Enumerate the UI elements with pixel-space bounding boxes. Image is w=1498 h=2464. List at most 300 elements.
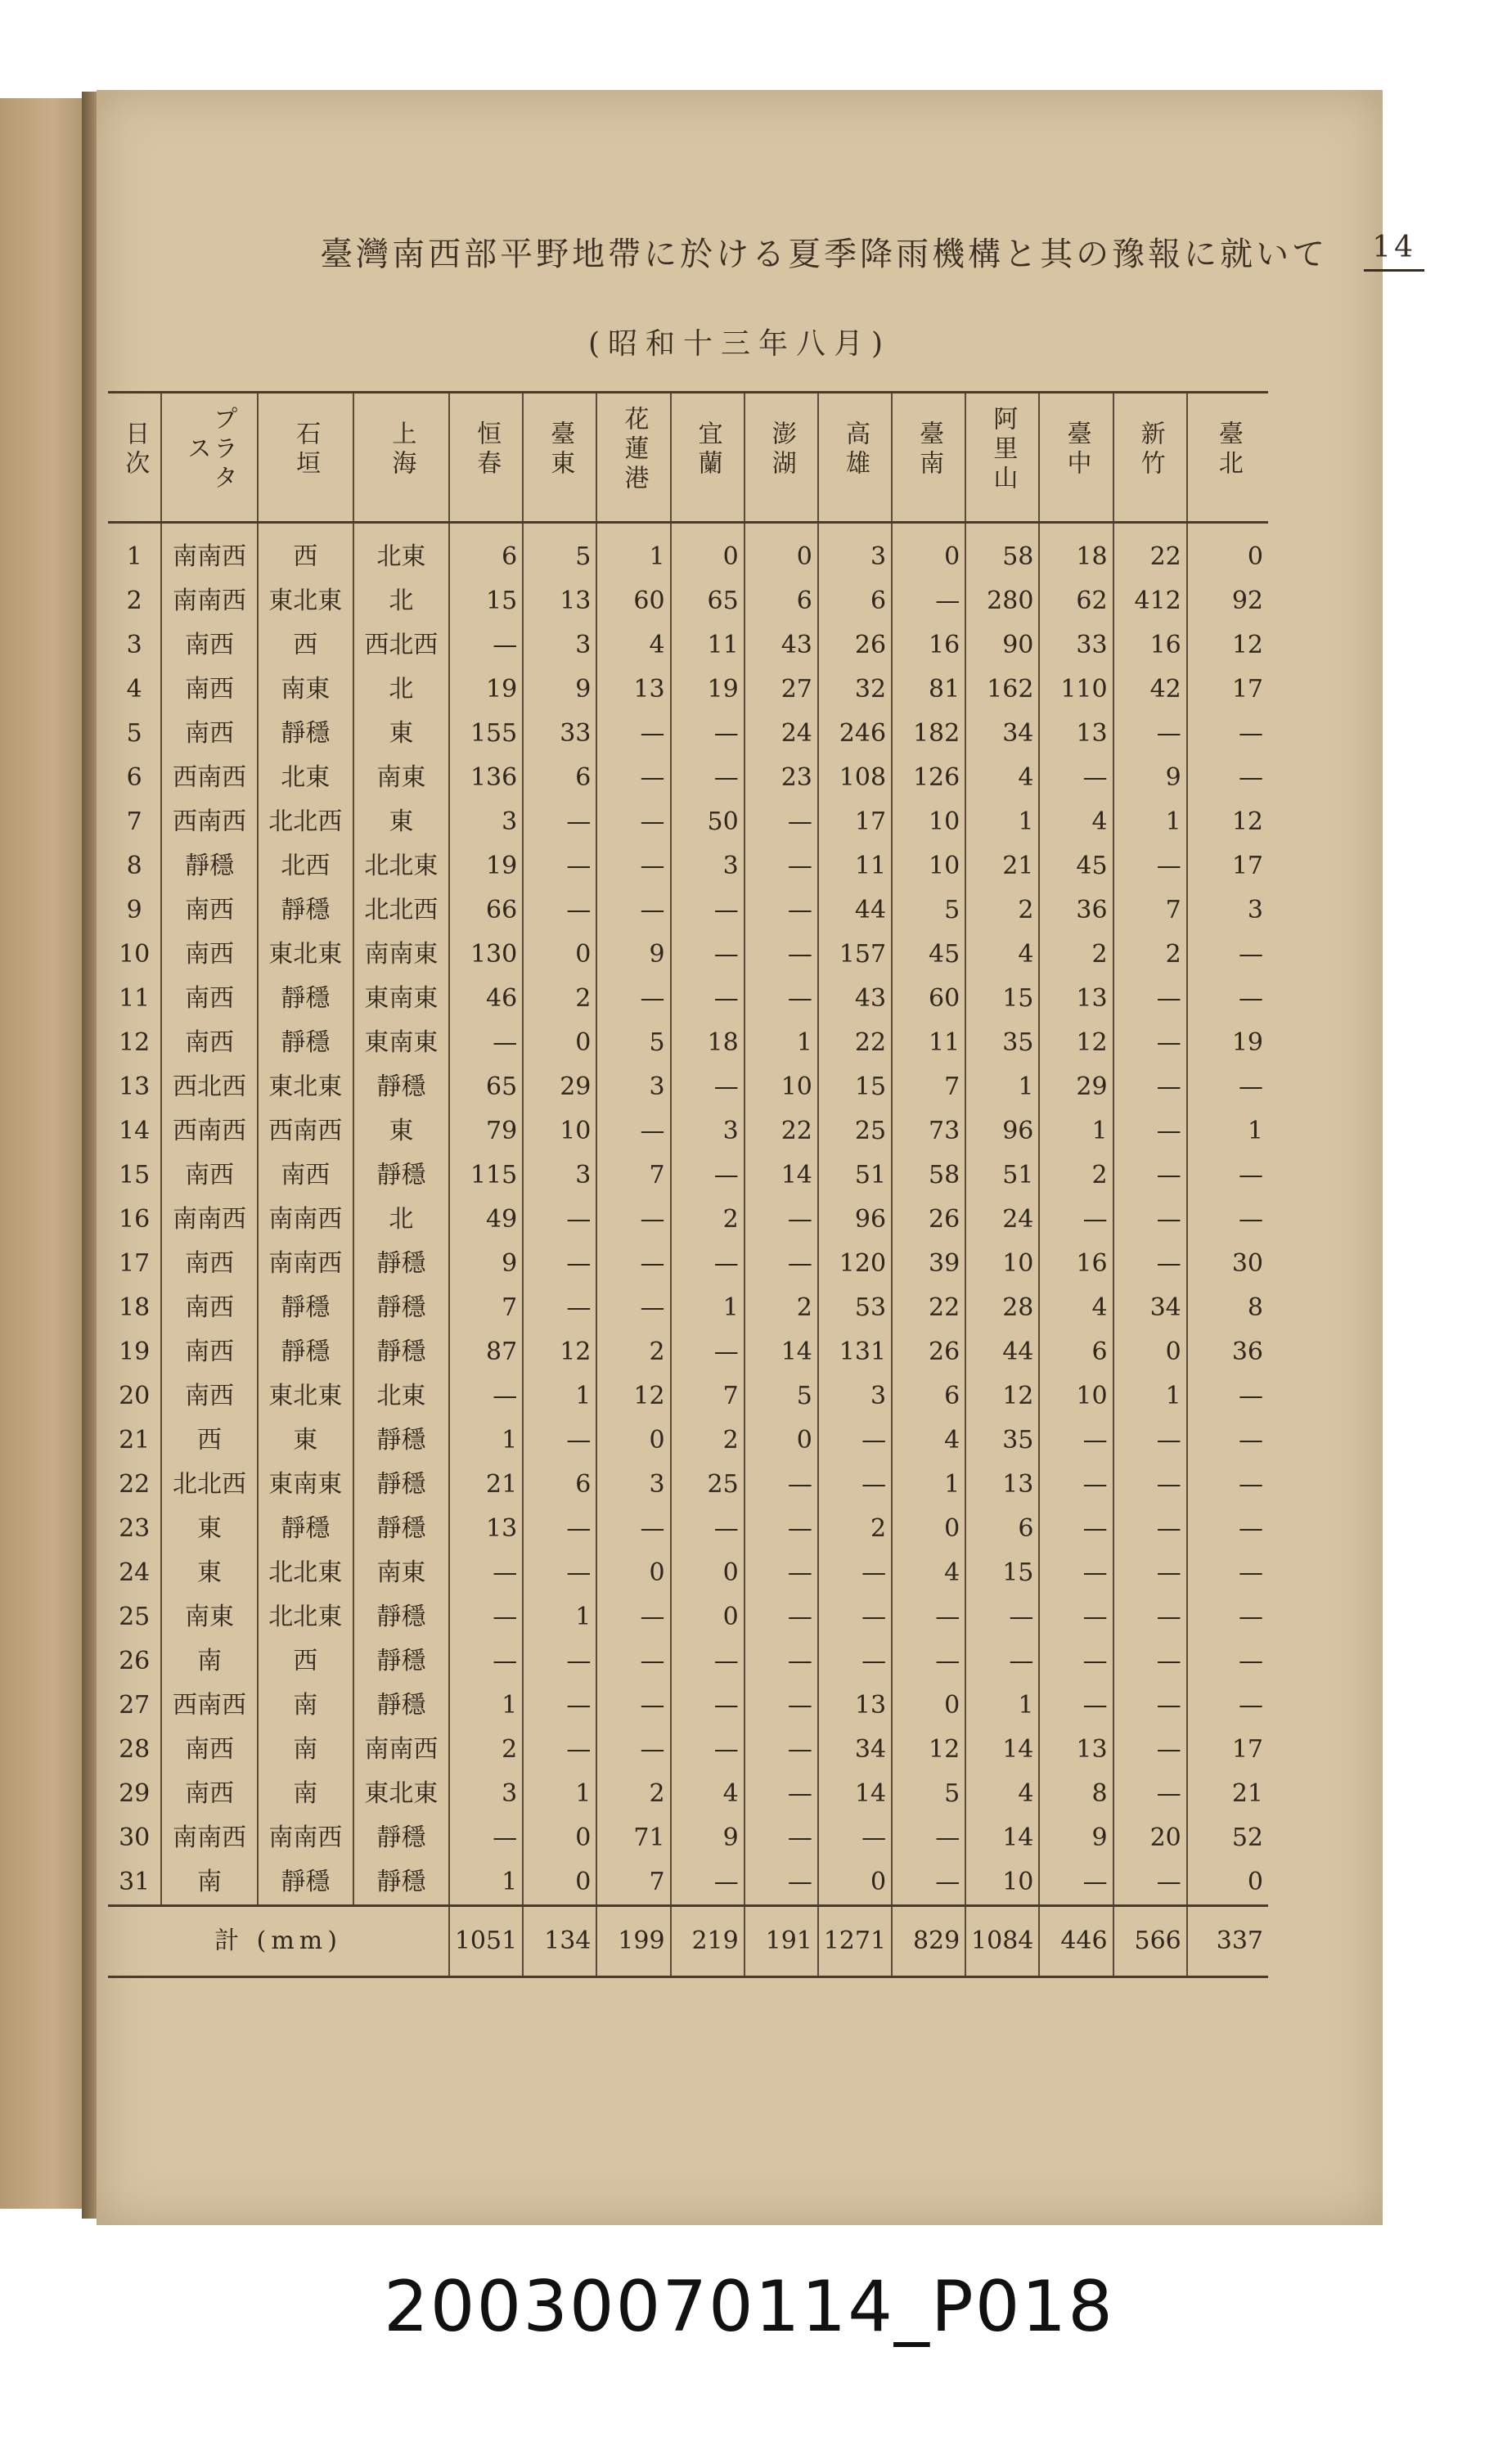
- rainfall-cell: 35: [965, 1419, 1039, 1463]
- column-header-label: 臺東: [546, 420, 575, 479]
- rainfall-cell: 7: [1113, 888, 1187, 933]
- rainfall-cell: —: [671, 1242, 745, 1286]
- wind-cell: 北西: [258, 844, 353, 888]
- wind-cell: 東: [353, 712, 449, 756]
- rainfall-cell: 136: [449, 756, 523, 800]
- wind-cell: 北北西: [258, 800, 353, 844]
- rainfall-cell: —: [1113, 712, 1187, 756]
- rainfall-cell: —: [818, 1463, 892, 1507]
- rainfall-cell: 92: [1187, 579, 1268, 623]
- rainfall-cell: 2: [449, 1728, 523, 1772]
- rainfall-cell: —: [1187, 1153, 1268, 1198]
- column-header: [818, 393, 892, 523]
- rainfall-cell: 13: [1039, 712, 1113, 756]
- day-cell: 27: [119, 1691, 151, 1720]
- rainfall-cell: 12: [892, 1728, 965, 1772]
- rainfall-cell: 96: [818, 1198, 892, 1242]
- total-cell: 219: [671, 1906, 745, 1977]
- rainfall-cell: 0: [1113, 1330, 1187, 1374]
- rainfall-cell: 17: [1187, 844, 1268, 888]
- rainfall-cell: 66: [449, 888, 523, 933]
- rainfall-cell: 1: [1113, 800, 1187, 844]
- wind-cell: 南東: [353, 756, 449, 800]
- rainfall-cell: —: [1187, 1419, 1268, 1463]
- rainfall-cell: 26: [818, 623, 892, 668]
- rainfall-cell: 14: [965, 1816, 1039, 1860]
- day-cell: 23: [119, 1514, 151, 1543]
- rainfall-cell: —: [449, 1595, 523, 1639]
- rainfall-cell: —: [818, 1639, 892, 1684]
- rainfall-cell: 33: [1039, 623, 1113, 668]
- rainfall-cell: 1: [523, 1772, 596, 1816]
- day-cell: 14: [119, 1117, 151, 1145]
- rainfall-cell: —: [1187, 933, 1268, 977]
- rainfall-cell: 10: [1039, 1374, 1113, 1419]
- rainfall-cell: 12: [523, 1330, 596, 1374]
- total-cell: 134: [523, 1906, 596, 1977]
- rainfall-cell: 115: [449, 1153, 523, 1198]
- rainfall-cell: —: [671, 1330, 745, 1374]
- rainfall-cell: 71: [596, 1816, 670, 1860]
- rainfall-cell: —: [1113, 1507, 1187, 1551]
- rainfall-cell: —: [1187, 1507, 1268, 1551]
- table-row: [108, 1198, 1268, 1242]
- column-header: [1113, 393, 1187, 523]
- wind-cell: 靜穩: [353, 1816, 449, 1860]
- rainfall-cell: 2: [523, 977, 596, 1021]
- rainfall-cell: —: [1187, 712, 1268, 756]
- wind-cell: 南西: [161, 933, 257, 977]
- rainfall-cell: 18: [1039, 523, 1113, 580]
- rainfall-cell: 58: [965, 523, 1039, 580]
- rainfall-cell: 96: [965, 1109, 1039, 1153]
- rainfall-cell: 17: [1187, 668, 1268, 712]
- rainfall-cell: 130: [449, 933, 523, 977]
- rainfall-cell: 30: [1187, 1242, 1268, 1286]
- rainfall-cell: —: [965, 1595, 1039, 1639]
- table-row: [108, 977, 1268, 1021]
- column-header-label: 恒春: [472, 420, 502, 479]
- rainfall-cell: 0: [745, 1419, 818, 1463]
- wind-cell: 西南西: [258, 1109, 353, 1153]
- rainfall-cell: —: [449, 1374, 523, 1419]
- wind-cell: 靜穩: [353, 1330, 449, 1374]
- rainfall-cell: —: [449, 1021, 523, 1065]
- rainfall-cell: 81: [892, 668, 965, 712]
- rainfall-cell: 29: [523, 1065, 596, 1109]
- total-cell: 566: [1113, 1906, 1187, 1977]
- table-row: [108, 844, 1268, 888]
- table-row: [108, 623, 1268, 668]
- rainfall-cell: —: [745, 977, 818, 1021]
- wind-cell: 南西: [161, 1728, 257, 1772]
- rainfall-cell: —: [671, 1065, 745, 1109]
- rainfall-cell: 22: [892, 1286, 965, 1330]
- wind-cell: 東北東: [353, 1772, 449, 1816]
- column-header: [449, 393, 523, 523]
- identifier-label: 20030070114_P018: [384, 2266, 1114, 2348]
- table-row: [108, 1242, 1268, 1286]
- rainfall-cell: 33: [523, 712, 596, 756]
- rainfall-cell: —: [892, 1639, 965, 1684]
- wind-cell: 靜穩: [258, 888, 353, 933]
- rainfall-cell: 7: [596, 1153, 670, 1198]
- rainfall-cell: 51: [818, 1153, 892, 1198]
- wind-cell: 南南西: [353, 1728, 449, 1772]
- rainfall-cell: 58: [892, 1153, 965, 1198]
- wind-cell: 北東: [353, 523, 449, 580]
- rainfall-cell: 46: [449, 977, 523, 1021]
- rainfall-cell: 36: [1039, 888, 1113, 933]
- rainfall-cell: 4: [892, 1551, 965, 1595]
- rainfall-cell: —: [1113, 977, 1187, 1021]
- rainfall-cell: 4: [965, 933, 1039, 977]
- column-header: [596, 393, 670, 523]
- rainfall-cell: 3: [596, 1065, 670, 1109]
- rainfall-cell: —: [1187, 1198, 1268, 1242]
- column-header-label: 花蓮港: [619, 406, 649, 494]
- rainfall-cell: 6: [965, 1507, 1039, 1551]
- rainfall-cell: 5: [892, 888, 965, 933]
- rainfall-cell: —: [671, 888, 745, 933]
- rainfall-cell: —: [1187, 1684, 1268, 1728]
- rainfall-cell: —: [523, 800, 596, 844]
- day-cell: 17: [119, 1249, 151, 1278]
- rainfall-cell: —: [745, 888, 818, 933]
- day-cell: 21: [119, 1426, 151, 1455]
- rainfall-cell: —: [745, 1684, 818, 1728]
- rainfall-cell: 1: [965, 1684, 1039, 1728]
- rainfall-cell: 14: [745, 1153, 818, 1198]
- rainfall-cell: 1: [1039, 1109, 1113, 1153]
- rainfall-cell: 6: [523, 1463, 596, 1507]
- wind-cell: 靜穩: [258, 1330, 353, 1374]
- wind-cell: 南: [258, 1772, 353, 1816]
- day-cell: 16: [119, 1205, 151, 1234]
- rainfall-cell: 25: [671, 1463, 745, 1507]
- total-cell: 1051: [449, 1906, 523, 1977]
- rainfall-cell: 2: [1039, 1153, 1113, 1198]
- day-cell: 22: [119, 1470, 151, 1499]
- rainfall-cell: —: [523, 1286, 596, 1330]
- rainfall-cell: —: [596, 888, 670, 933]
- rainfall-cell: —: [1039, 1198, 1113, 1242]
- wind-cell: 北北東: [353, 844, 449, 888]
- rainfall-cell: 44: [965, 1330, 1039, 1374]
- wind-cell: 靜穩: [258, 712, 353, 756]
- rainfall-cell: 4: [1039, 800, 1113, 844]
- rainfall-cell: —: [449, 1639, 523, 1684]
- rainfall-cell: 19: [1187, 1021, 1268, 1065]
- table-row: [108, 933, 1268, 977]
- table-row: [108, 1860, 1268, 1906]
- rainfall-cell: —: [745, 844, 818, 888]
- rainfall-cell: —: [818, 1595, 892, 1639]
- rainfall-cell: —: [745, 1639, 818, 1684]
- rainfall-cell: 2: [1039, 933, 1113, 977]
- total-cell: 446: [1039, 1906, 1113, 1977]
- rainfall-cell: —: [523, 1639, 596, 1684]
- wind-cell: 靜穩: [161, 844, 257, 888]
- wind-cell: 東北東: [258, 1065, 353, 1109]
- rainfall-cell: 11: [671, 623, 745, 668]
- rainfall-cell: 4: [892, 1419, 965, 1463]
- rainfall-cell: 87: [449, 1330, 523, 1374]
- rainfall-cell: 110: [1039, 668, 1113, 712]
- rainfall-cell: 4: [596, 623, 670, 668]
- rainfall-cell: 1: [596, 523, 670, 580]
- rainfall-cell: 0: [818, 1860, 892, 1906]
- table-row: [108, 1728, 1268, 1772]
- rainfall-cell: —: [1039, 1551, 1113, 1595]
- rainfall-cell: 280: [965, 579, 1039, 623]
- wind-cell: 南西: [161, 1242, 257, 1286]
- wind-cell: 西南西: [161, 756, 257, 800]
- rainfall-cell: —: [1113, 1772, 1187, 1816]
- rainfall-cell: 19: [671, 668, 745, 712]
- rainfall-cell: 10: [745, 1065, 818, 1109]
- column-header-label: 石垣: [291, 420, 321, 479]
- rainfall-cell: —: [523, 888, 596, 933]
- rainfall-cell: 5: [523, 523, 596, 580]
- column-header-label: 臺中: [1062, 420, 1091, 479]
- rainfall-cell: 7: [449, 1286, 523, 1330]
- wind-cell: 西南西: [161, 800, 257, 844]
- column-header-label: 澎湖: [767, 420, 796, 479]
- rainfall-cell: —: [671, 977, 745, 1021]
- total-cell: 191: [745, 1906, 818, 1977]
- column-header: [1039, 393, 1113, 523]
- column-header-label: 高雄: [840, 420, 870, 479]
- rainfall-cell: —: [1113, 1639, 1187, 1684]
- rainfall-cell: 1: [523, 1374, 596, 1419]
- wind-cell: 北北東: [258, 1551, 353, 1595]
- rainfall-cell: 65: [671, 579, 745, 623]
- wind-cell: 靜穩: [353, 1595, 449, 1639]
- rainfall-cell: 13: [523, 579, 596, 623]
- rainfall-cell: —: [1187, 1595, 1268, 1639]
- wind-cell: 南西: [161, 977, 257, 1021]
- rainfall-cell: 25: [818, 1109, 892, 1153]
- wind-cell: 南南西: [161, 579, 257, 623]
- rainfall-cell: —: [596, 1507, 670, 1551]
- rainfall-cell: 12: [596, 1374, 670, 1419]
- wind-cell: 靜穩: [353, 1639, 449, 1684]
- rainfall-cell: 182: [892, 712, 965, 756]
- wind-cell: 南西: [161, 1153, 257, 1198]
- rainfall-cell: 5: [892, 1772, 965, 1816]
- rainfall-cell: 0: [892, 1507, 965, 1551]
- wind-cell: 靜穩: [258, 1860, 353, 1906]
- rainfall-cell: —: [1113, 844, 1187, 888]
- rainfall-cell: —: [1039, 1463, 1113, 1507]
- rainfall-cell: 3: [449, 1772, 523, 1816]
- page-number: 14: [1364, 231, 1424, 272]
- rainfall-cell: 4: [965, 1772, 1039, 1816]
- rainfall-cell: —: [892, 1595, 965, 1639]
- rainfall-cell: 0: [523, 933, 596, 977]
- day-cell: 18: [119, 1293, 151, 1322]
- rainfall-cell: 16: [892, 623, 965, 668]
- rainfall-cell: —: [818, 1551, 892, 1595]
- rainfall-cell: —: [596, 1109, 670, 1153]
- rainfall-cell: 60: [596, 579, 670, 623]
- wind-cell: 南東: [353, 1551, 449, 1595]
- wind-cell: 北: [353, 668, 449, 712]
- rainfall-cell: 13: [1039, 1728, 1113, 1772]
- rainfall-cell: —: [965, 1639, 1039, 1684]
- wind-cell: 靜穩: [258, 977, 353, 1021]
- rainfall-cell: 21: [1187, 1772, 1268, 1816]
- column-header: [161, 393, 257, 523]
- table-row: [108, 1021, 1268, 1065]
- day-cell: 10: [119, 940, 151, 969]
- rainfall-cell: —: [596, 1242, 670, 1286]
- rainfall-cell: 1: [892, 1463, 965, 1507]
- table-row: [108, 1286, 1268, 1330]
- table-row: [108, 1684, 1268, 1728]
- rainfall-cell: 3: [523, 623, 596, 668]
- day-cell: 12: [119, 1028, 151, 1057]
- rainfall-cell: —: [1113, 1065, 1187, 1109]
- day-cell: 4: [126, 675, 142, 704]
- day-cell: 20: [119, 1382, 151, 1410]
- rainfall-cell: 6: [745, 579, 818, 623]
- wind-cell: 南東: [161, 1595, 257, 1639]
- wind-cell: 靜穩: [353, 1684, 449, 1728]
- wind-cell: 南西: [161, 1286, 257, 1330]
- table-row: [108, 1374, 1268, 1419]
- column-header: [1187, 393, 1268, 523]
- wind-cell: 南西: [161, 1330, 257, 1374]
- rainfall-cell: 1: [965, 1065, 1039, 1109]
- rainfall-cell: 10: [892, 844, 965, 888]
- rainfall-cell: 12: [1187, 623, 1268, 668]
- day-cell: 1: [126, 542, 142, 571]
- rainfall-cell: 34: [965, 712, 1039, 756]
- rainfall-cell: 14: [745, 1330, 818, 1374]
- total-cell: 829: [892, 1906, 965, 1977]
- rainfall-cell: 0: [745, 523, 818, 580]
- rainfall-cell: 1: [1187, 1109, 1268, 1153]
- rainfall-cell: —: [671, 1684, 745, 1728]
- rainfall-cell: 45: [892, 933, 965, 977]
- rainfall-cell: 29: [1039, 1065, 1113, 1109]
- rainfall-cell: 4: [965, 756, 1039, 800]
- rainfall-cell: 412: [1113, 579, 1187, 623]
- rainfall-cell: 21: [449, 1463, 523, 1507]
- rainfall-cell: 126: [892, 756, 965, 800]
- rainfall-cell: 22: [745, 1109, 818, 1153]
- rainfall-cell: 6: [818, 579, 892, 623]
- rainfall-cell: 3: [596, 1463, 670, 1507]
- rainfall-cell: 26: [892, 1198, 965, 1242]
- rainfall-cell: 9: [671, 1816, 745, 1860]
- rainfall-cell: 52: [1187, 1816, 1268, 1860]
- rainfall-cell: 5: [596, 1021, 670, 1065]
- rainfall-cell: —: [596, 712, 670, 756]
- wind-cell: 靜穩: [353, 1153, 449, 1198]
- total-cell: 199: [596, 1906, 670, 1977]
- rainfall-cell: 12: [965, 1374, 1039, 1419]
- wind-cell: 西: [258, 523, 353, 580]
- rainfall-cell: —: [1039, 1507, 1113, 1551]
- rainfall-cell: —: [892, 579, 965, 623]
- wind-cell: 南南西: [258, 1816, 353, 1860]
- rainfall-cell: 2: [671, 1419, 745, 1463]
- rainfall-cell: 0: [523, 1816, 596, 1860]
- day-cell: 26: [119, 1647, 151, 1675]
- rainfall-cell: 6: [523, 756, 596, 800]
- rainfall-cell: 1: [449, 1419, 523, 1463]
- rainfall-cell: 2: [671, 1198, 745, 1242]
- rainfall-cell: 246: [818, 712, 892, 756]
- running-title: 臺灣南西部平野地帶に於ける夏季降雨機構と其の豫報に就いて: [320, 235, 1329, 273]
- rainfall-cell: —: [1039, 1419, 1113, 1463]
- rainfall-cell: 79: [449, 1109, 523, 1153]
- wind-cell: 西南西: [161, 1109, 257, 1153]
- rainfall-cell: 36: [1187, 1330, 1268, 1374]
- rainfall-cell: 1: [523, 1595, 596, 1639]
- rainfall-cell: —: [596, 756, 670, 800]
- rainfall-cell: 17: [1187, 1728, 1268, 1772]
- rainfall-cell: —: [1113, 1463, 1187, 1507]
- column-header-label: 上海: [387, 420, 416, 479]
- rainfall-cell: 3: [1187, 888, 1268, 933]
- column-header: [671, 393, 745, 523]
- wind-cell: 南: [258, 1684, 353, 1728]
- rainfall-cell: 3: [671, 1109, 745, 1153]
- table-row: [108, 1639, 1268, 1684]
- table-row: [108, 888, 1268, 933]
- rainfall-cell: 16: [1039, 1242, 1113, 1286]
- wind-cell: 東: [353, 800, 449, 844]
- rainfall-cell: 22: [818, 1021, 892, 1065]
- rainfall-cell: —: [523, 1198, 596, 1242]
- rainfall-cell: —: [1113, 1021, 1187, 1065]
- rainfall-cell: 6: [449, 523, 523, 580]
- day-cell: 19: [119, 1338, 151, 1366]
- rainfall-cell: 16: [1113, 623, 1187, 668]
- rainfall-cell: 0: [523, 1021, 596, 1065]
- wind-cell: 東南東: [353, 977, 449, 1021]
- rainfall-cell: 8: [1039, 1772, 1113, 1816]
- total-cell: 337: [1187, 1906, 1268, 1977]
- wind-cell: 南西: [161, 712, 257, 756]
- rainfall-cell: 15: [449, 579, 523, 623]
- rainfall-cell: 20: [1113, 1816, 1187, 1860]
- rainfall-cell: —: [745, 933, 818, 977]
- wind-cell: 南西: [161, 623, 257, 668]
- rainfall-cell: 1: [449, 1684, 523, 1728]
- rainfall-cell: 10: [965, 1242, 1039, 1286]
- wind-cell: 南西: [161, 668, 257, 712]
- rainfall-cell: —: [1039, 1639, 1113, 1684]
- rainfall-cell: —: [523, 1419, 596, 1463]
- wind-cell: 東南東: [353, 1021, 449, 1065]
- rainfall-cell: —: [596, 844, 670, 888]
- rainfall-cell: 10: [523, 1109, 596, 1153]
- table-caption: (昭和十三年八月): [587, 327, 892, 361]
- rainfall-cell: 0: [892, 523, 965, 580]
- wind-cell: 北北西: [353, 888, 449, 933]
- rainfall-cell: —: [745, 1507, 818, 1551]
- rainfall-cell: 23: [745, 756, 818, 800]
- rainfall-cell: 43: [745, 623, 818, 668]
- rainfall-cell: —: [1113, 1153, 1187, 1198]
- rainfall-cell: 2: [818, 1507, 892, 1551]
- wind-cell: 南南西: [258, 1198, 353, 1242]
